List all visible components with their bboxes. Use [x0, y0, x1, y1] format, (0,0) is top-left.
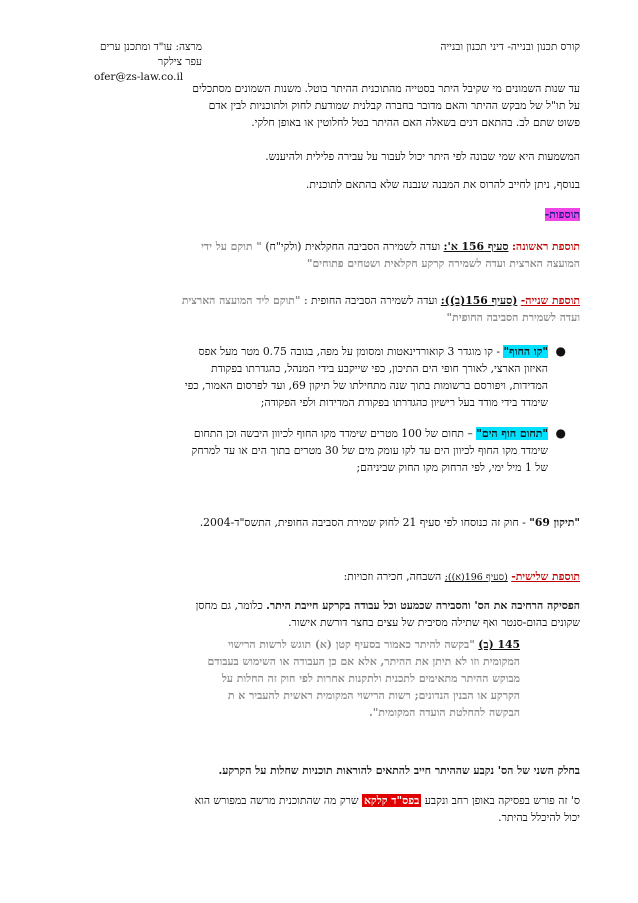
definition-text: המדידות, ויפורסם ברשומות בתוך שנה מתחילתו של תיקון 69, ועד לפרסום האמור, כפי [184, 379, 548, 392]
second-quote-end: ועדה לשמירת הסביבה החופית" [446, 311, 580, 324]
ruling-bold: הפסיקה הרחיבה את הס' והסבירה שכמעט וכל עבודה בקרקע חייבת היתר. [266, 599, 580, 612]
intro-line: פשוט שתם לב. בהתאם דנים בשאלה האם ההיתר בטל לחלוטין או באופן חלקי. [251, 116, 580, 129]
first-text: ועדה לשמירה הסביבה החקלאית (ולקי"ח) [265, 240, 441, 253]
amendment-term: "תיקון 69" [529, 516, 580, 529]
definition-text: שימדד בידי מודד בעל רישיון כהגדרתו בפקודת המדידות ולפי הפקודה; [260, 396, 548, 409]
second-addition [60, 292, 580, 326]
section-title: תוספות- [544, 208, 580, 221]
list-item [61, 343, 566, 411]
first-quote-end: המועצה הארצית ועדה לשמירה קרקע חקלאית ושטחים פתוחים" [306, 257, 580, 270]
course-title: קורס תכנון ובנייה- דיני תכנון ובנייה [440, 41, 580, 53]
definition-text: של 1 מיל ימי, לפי הרחוק מקו החוק שביניהם; [356, 461, 548, 474]
addition-text: בנוסף, ניתן לחייב להרוס את המבנה שנבנה שלא בהתאם לתוכנית. [305, 178, 580, 191]
definition-term: "קו החוף" [503, 345, 548, 358]
closing-text: ס' זה פורש בפסיקה באופן רחב ונקבע [424, 794, 580, 807]
bullet-icon: ● [555, 344, 566, 358]
quote-line: "בקשה להיתר כאמור בסעיף קטן (א) תוגש לרשות הרישוי [228, 638, 475, 651]
quote-line: הבקשה להחלטת הועדה המקומית". [369, 706, 520, 719]
definition-text: שימדד מקו החוף לכיוון הים עד לקו עומק מים של 30 מטרים בתוך הים או עד למרחק [191, 444, 548, 457]
intro-line: עד שנות השמונים מי שקיבל היתר בסטייה מהתוכנית ההיתר בוטל. משנות השמונים מסתכלים [192, 82, 580, 95]
quote-number: 145 (ב) [478, 638, 520, 651]
intro-paragraph [60, 80, 580, 131]
header-course [440, 40, 580, 55]
second-part-paragraph [60, 762, 580, 779]
intro-line: על תו"ל של מבקש ההיתר והאם מדובר בחברה קבלנית שמודעת לחוק ולתוכניות לבין אדם [208, 99, 580, 112]
third-label: תוספת שלישית- [511, 570, 580, 583]
closing-text: שרק מה שהתוכנית מרשה במפורש הוא [194, 794, 359, 807]
second-label: תוספת שנייה- [520, 294, 580, 307]
definition-text: – תחום של 100 מטרים שימדד מקו החוף לכיוון היבשה וכן התחום [193, 427, 473, 440]
definition-text: - קו מוגדר 3 קואורדינאטות ומסומן על מפה, בגובה 0.75 מטר מעל אפס [198, 345, 501, 358]
meaning-text: המשמעות היא שמי שבונה לפי היתר יכול לעבור על עבירה פלילית ולהיענש. [265, 150, 580, 163]
second-text: ועדה לשמירה הסביבה החופית : [303, 294, 438, 307]
case-badge: בפס"ד קלקא [363, 794, 420, 807]
bullet-icon: ● [555, 426, 566, 440]
definitions-list [61, 343, 566, 476]
quote-line: מבוקש ההיתר מתאימים לתכנית ולתקנות אחרות לפי חוק זה החלות על [221, 672, 520, 685]
second-part-text: בחלק השני של הס' נקבע שההיתר חייב להתאים להוראות תוכניות שחלות על הקרקע. [218, 764, 580, 777]
quote-block [40, 636, 520, 721]
ruling-rest: כלומר, גם מחסן [195, 599, 263, 612]
section-heading [60, 206, 580, 223]
amendment-text: - חוק זה כנוסחו לפי סעיף 21 לחוק שמירת הסביבה החופית, התשס"ד-2004. [199, 516, 526, 529]
quote-line: המקומית וזו לא תיתן את ההיתר, אלא אם כן העבודה או השימוש בעבודם [207, 655, 520, 668]
lecturer-email: ofer@zs-law.co.il [94, 71, 184, 83]
first-clause: סעיף 156 א': [443, 240, 509, 253]
ruling-line: שקונים בהום-סנטר ואף שתילה מסיבית של עצים בחצר דורשת אישור. [288, 616, 580, 629]
first-quote-start: " תוקם על ידי [201, 240, 262, 253]
amendment-paragraph [60, 514, 580, 531]
ruling-paragraph [60, 597, 580, 631]
lecturer-name: עפר צילקר [158, 56, 202, 68]
addition-paragraph [60, 176, 580, 193]
third-clause: (סעיף 196(א)); [444, 572, 508, 583]
third-text: השבחה, חכירה וזכויות: [343, 570, 442, 583]
definition-text: האיזון הארצי, לאורך חופי הים התיכון, כפי שייקבע בידי המנהל, כהגדרתו בפקודת [211, 362, 548, 375]
first-addition [60, 238, 580, 272]
quote-line: הקרקע או הבנין הנדונים; רשות הרישוי המקומית ראשית להעביר א ת [227, 689, 520, 702]
third-addition [60, 568, 580, 586]
second-quote-start: "תוקם ליד המועצה הארצית [181, 294, 301, 307]
closing-line: יכול להיכלל בהיתר. [498, 811, 580, 824]
first-label: תוספת ראשונה: [511, 240, 580, 253]
definition-term: "תחום חוף הים" [476, 427, 548, 440]
second-clause: (סעיף 156(ב)): [440, 294, 518, 307]
meaning-paragraph [60, 148, 580, 165]
closing-paragraph [60, 792, 580, 826]
lecturer-label: מרצה: עו"ד ומתכנן ערים [100, 41, 202, 53]
list-item [61, 425, 566, 476]
header-lecturer [94, 40, 202, 85]
